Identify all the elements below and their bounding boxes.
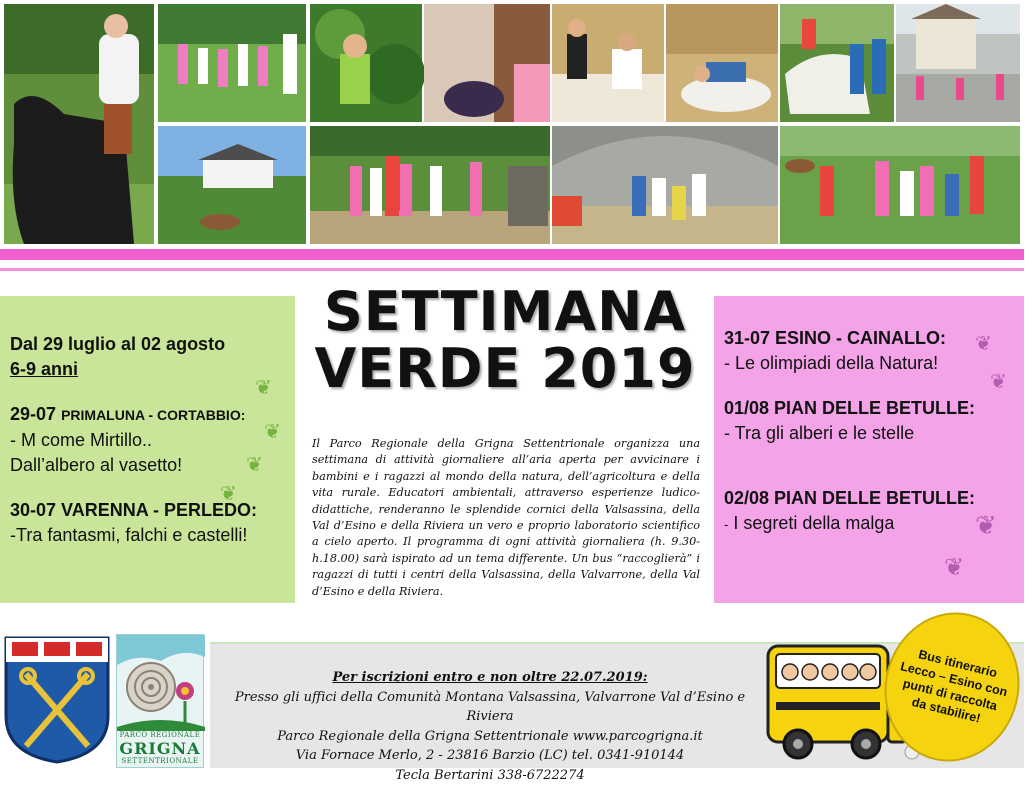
- age-range: 6-9 anni: [10, 357, 285, 382]
- day3-line1: - Le olimpiadi della Natura!: [724, 351, 1014, 376]
- day2-line1: -Tra fantasmi, falchi e castelli!: [10, 523, 285, 548]
- footer-line4: Tecla Bertarini 338-6722274: [210, 766, 770, 785]
- day5-heading: 02/08 PIAN DELLE BETULLE:: [724, 486, 1014, 511]
- photo-greenhouse-kids: [552, 126, 778, 244]
- photo-girl-on-horse: [4, 4, 154, 244]
- photo-girl-picking: [310, 4, 422, 122]
- photo-group-meadow: [158, 4, 306, 122]
- page-title: [300, 283, 710, 397]
- grigna-logo: [116, 634, 204, 768]
- registration-deadline: Per iscrizioni entro e non oltre 22.07.2019:: [210, 668, 770, 688]
- date-range: Dal 29 luglio al 02 agosto: [10, 332, 285, 357]
- butterfly-icon: ❦: [220, 484, 237, 504]
- photo-collage: [0, 0, 1024, 246]
- day1-line2: Dall’albero al vasetto!: [10, 453, 285, 478]
- butterfly-icon: ❦: [975, 512, 997, 538]
- butterfly-icon: ❦: [990, 372, 1007, 392]
- photo-house-horses: [158, 126, 306, 244]
- pink-stripe-thin: [0, 268, 1024, 271]
- description: Il Parco Regionale della Grigna Settentrionale organizza una settimana di attività giornaliere all’aria aperta per avvicinare i bambini e i ragazzi al mondo della natura, dell’agricoltura e della vita rurale. Educatori ambientali, attraverso esperienze ludico-didattiche, renderanno le splendide cornici della Valsassina, della Val d’Esino e della Riviera un vero e proprio laboratorio scientifico a cielo aperto. Il programma di ogni attività giornaliera (h. 9.30-h.18.00) sarà ispirato ad un tema differente. Un bus “raccoglierà” i ragazzi di tutti i centri della Valsassina, della Valvarrone, della Val d’Esino e della Riviera.: [312, 436, 700, 600]
- photo-group-trees: [310, 126, 550, 244]
- footer-line1: Presso gli uffici della Comunità Montana Valsassina, Valvarrone Val d’Esino e Riviera: [210, 688, 770, 727]
- footer-info: [210, 668, 770, 785]
- day1-line1: - M come Mirtillo..: [10, 428, 285, 453]
- photo-kids-field-horses: [780, 126, 1020, 244]
- logo-line3: SETTENTRIONALE: [117, 757, 203, 765]
- butterfly-icon: ❦: [246, 455, 263, 475]
- photo-village-square: [896, 4, 1020, 122]
- day1-heading: 29-07 PRIMALUNA - CORTABBIO:: [10, 402, 285, 428]
- day3-heading: 31-07 ESINO - CAINALLO:: [724, 326, 1014, 351]
- title-line2: VERDE 2019: [300, 340, 710, 397]
- photo-boy-goat: [666, 4, 778, 122]
- footer-line2: Parco Regionale della Grigna Settentrionale www.parcogrigna.it: [210, 727, 770, 747]
- butterfly-icon: ❦: [944, 556, 964, 580]
- pink-stripe-top: [0, 249, 1024, 260]
- photo-kids-white-horse: [780, 4, 894, 122]
- bus-itinerary-badge: Bus itinerario Lecco – Esino con punti di raccolta da stabilire!: [869, 598, 1035, 776]
- butterfly-icon: ❦: [975, 334, 992, 354]
- logo-line2: GRIGNA: [117, 739, 203, 758]
- title-line1: SETTIMANA: [300, 283, 710, 340]
- photo-kids-hay: [552, 4, 664, 122]
- day5-line1: - I segreti della malga: [724, 511, 1014, 537]
- day4-line1: - Tra gli alberi e le stelle: [724, 421, 1014, 446]
- ammonite-logo-icon: [117, 635, 205, 731]
- left-program-panel: [0, 296, 295, 603]
- logo-line1: PARCO REGIONALE: [117, 731, 203, 739]
- footer-line3: Via Fornace Merlo, 2 - 23816 Barzio (LC) tel. 0341-910144: [210, 746, 770, 766]
- day2-heading: 30-07 VARENNA - PERLEDO:: [10, 498, 285, 523]
- crest-icon: [4, 636, 110, 764]
- butterfly-icon: ❦: [255, 378, 272, 398]
- photo-blueberry-bowl: [424, 4, 550, 122]
- day4-heading: 01/08 PIAN DELLE BETULLE:: [724, 396, 1014, 421]
- butterfly-icon: ❦: [264, 422, 281, 442]
